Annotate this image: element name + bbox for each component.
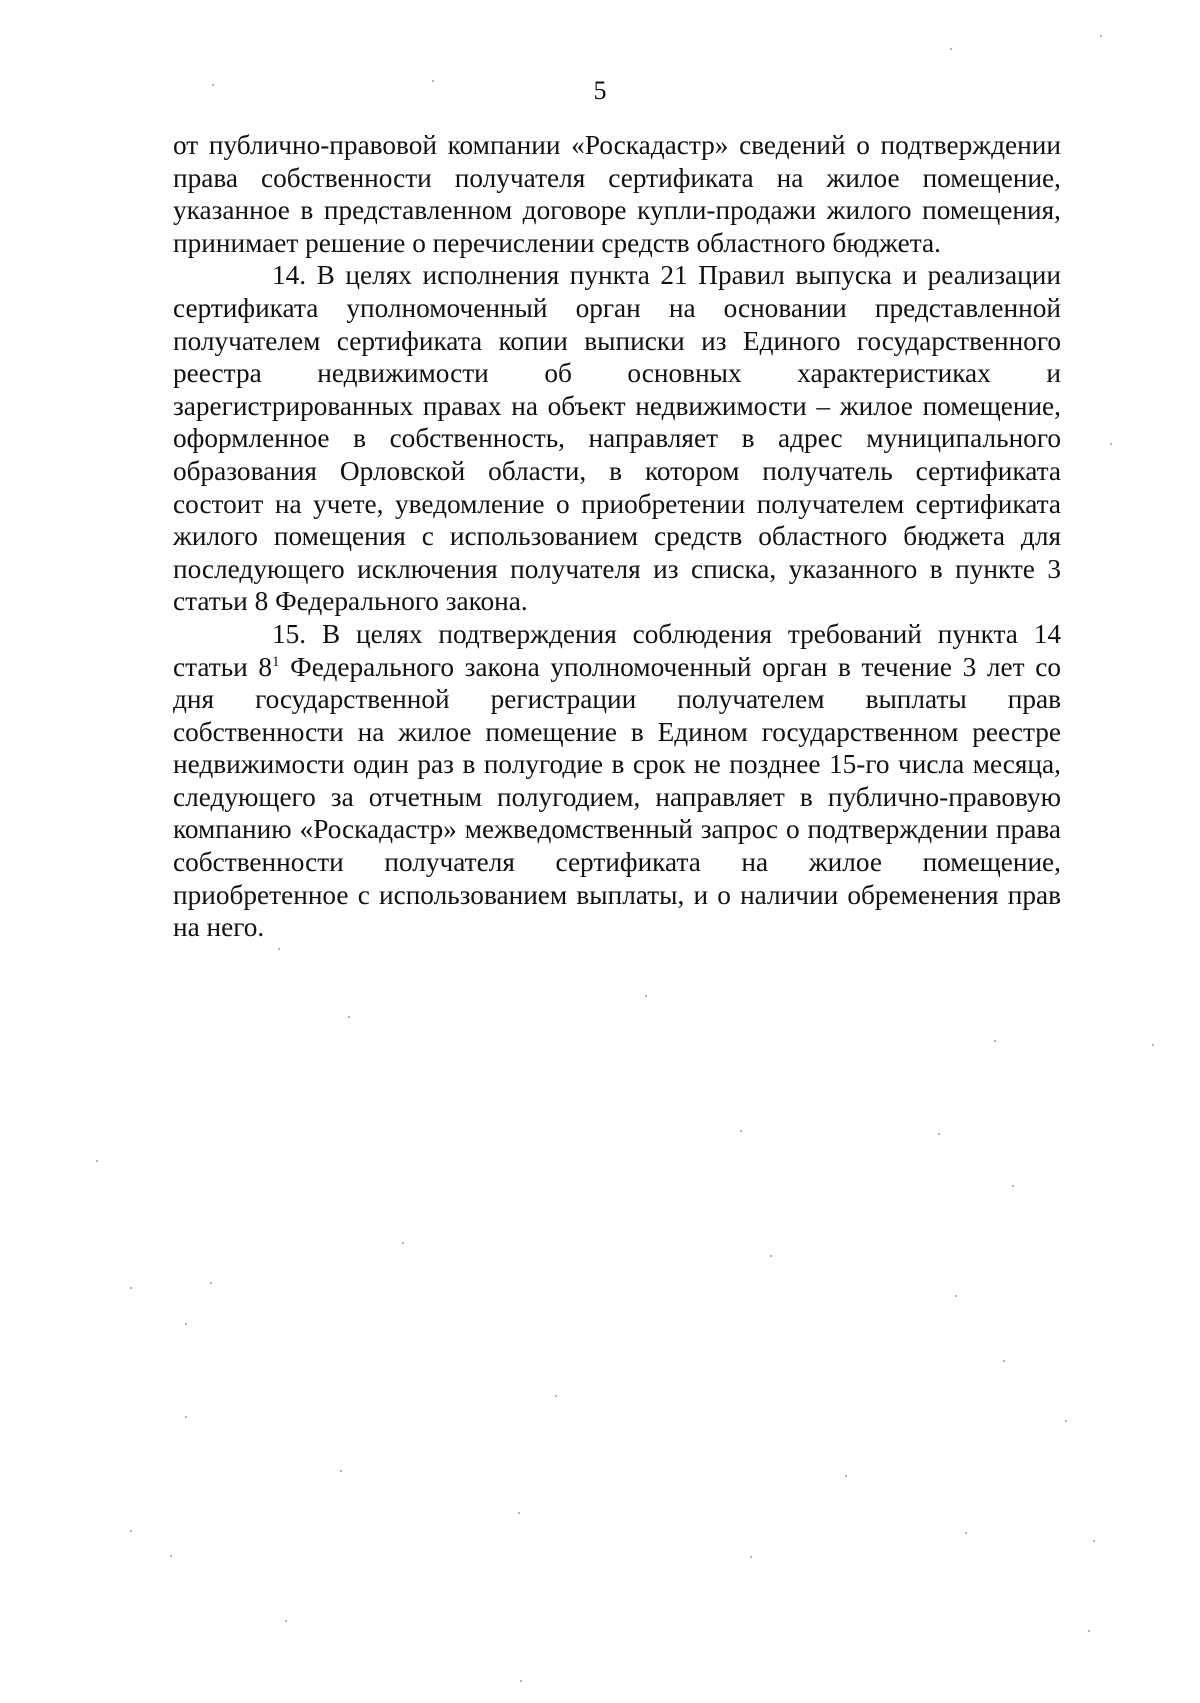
- scan-speck: [740, 1130, 742, 1132]
- scan-speck: [994, 1040, 996, 1042]
- scan-speck: [1003, 1360, 1005, 1362]
- scan-speck: [285, 1620, 287, 1622]
- document-body: [173, 129, 1061, 944]
- scan-speck: [1152, 1044, 1154, 1046]
- scan-speck: [1110, 443, 1112, 445]
- scan-speck: [402, 1242, 404, 1244]
- scan-speck: [645, 995, 647, 997]
- scan-speck: [348, 1016, 350, 1018]
- scan-speck: [770, 1255, 772, 1257]
- scan-speck: [845, 1475, 847, 1477]
- scan-speck: [96, 1160, 98, 1162]
- scan-speck: [130, 1287, 132, 1289]
- scan-speck: [432, 80, 434, 82]
- scan-speck: [185, 1416, 187, 1418]
- scan-speck: [750, 1556, 752, 1558]
- scan-speck: [210, 1282, 212, 1284]
- scan-speck: [555, 1395, 557, 1397]
- scan-speck: [1065, 1420, 1067, 1422]
- scan-speck: [1088, 1630, 1090, 1632]
- scan-speck: [520, 1680, 522, 1682]
- scan-speck: [965, 1532, 967, 1534]
- paragraph-item-15: [173, 618, 1061, 944]
- scan-speck: [1012, 1185, 1014, 1187]
- page-number: 5: [593, 76, 607, 105]
- paragraph-item-15-end: Федерального закона уполномоченный орган в течение 3 лет со дня государственной регистрации получателем выплаты прав собственности на жилое помещение в Едином государственном реестре недвижимости один раз в полугодие в срок не позднее 15-го числа месяца, следующего за отчетным полугодием, направляет в публично-правовую компанию «Роскадастр» межведомственный запрос о подтверждении права собственности получателя сертификата на жилое помещение, приобретенное с использованием выплаты, и о наличии обременения прав на него.: [173, 651, 1061, 943]
- paragraph-item-14: 14. В целях исполнения пункта 21 Правил выпуска и реализации сертификата уполномоченный орган на основании представленной получателем сертификата копии выписки из Единого государственного реестра недвижимости об основных характеристиках и зарегистрированных правах на объект недвижимости – жилое помещение, оформленное в собственность, направляет в адрес муниципального образования Орловской области, в котором получатель сертификата состоит на учете, уведомление о приобретении получателем сертификата жилого помещения с использованием средств областного бюджета для последующего исключения получателя из списка, указанного в пункте 3 статьи 8 Федерального закона.: [173, 260, 1061, 617]
- scan-speck: [950, 48, 952, 50]
- scan-speck: [278, 948, 280, 950]
- scan-speck: [1093, 1540, 1095, 1542]
- scan-speck: [212, 84, 214, 86]
- paragraph-continuation: от публично-правовой компании «Роскадастр» сведений о подтверждении права собственности получателя сертификата на жилое помещение, указанное в представленном договоре купли-продажи жилого помещения, принимает решение о перечислении средств областного бюджета.: [173, 130, 1061, 258]
- scan-speck: [518, 1512, 520, 1514]
- scan-speck: [955, 1295, 957, 1297]
- scan-speck: [340, 1470, 342, 1472]
- scan-speck: [185, 1323, 187, 1325]
- scan-speck: [130, 1530, 132, 1532]
- superscript-one: 1: [272, 653, 280, 670]
- scan-speck: [170, 1555, 172, 1557]
- scan-speck: [1100, 35, 1102, 37]
- paragraph-item-15-start: 15. В целях подтверждения соблюдения требований пункта 14 статьи 8: [173, 618, 1061, 682]
- scan-speck: [938, 1133, 940, 1135]
